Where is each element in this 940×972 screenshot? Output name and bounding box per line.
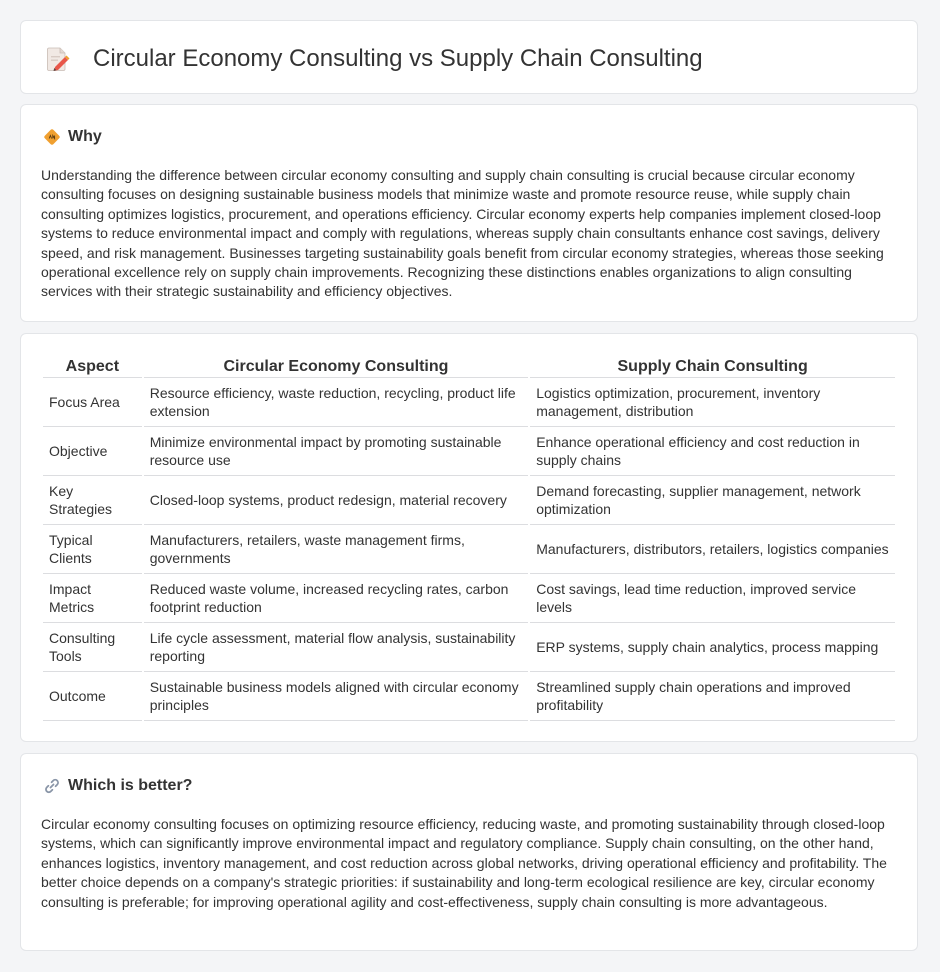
row-circular-economy: Reduced waste volume, increased recycling rates, carbon footprint reduction	[144, 574, 529, 623]
page-title: Circular Economy Consulting vs Supply Chain Consulting	[93, 45, 703, 72]
table-row	[43, 378, 895, 427]
row-circular-economy: Resource efficiency, waste reduction, recycling, product life extension	[144, 378, 529, 427]
why-heading: Why	[68, 128, 102, 145]
why-heading-row	[43, 127, 102, 147]
document-pencil-icon	[45, 45, 71, 73]
table-row	[43, 574, 895, 623]
row-aspect: Impact Metrics	[43, 574, 142, 623]
row-circular-economy: Life cycle assessment, material flow analysis, sustainability reporting	[144, 623, 529, 672]
header-circular-economy: Circular Economy Consulting	[144, 356, 529, 378]
comparison-table	[41, 356, 897, 721]
row-supply-chain: Cost savings, lead time reduction, improved service levels	[530, 574, 895, 623]
table-row	[43, 623, 895, 672]
row-aspect: Focus Area	[43, 378, 142, 427]
row-supply-chain: Manufacturers, distributors, retailers, logistics companies	[530, 525, 895, 574]
table-header-row	[43, 356, 895, 378]
row-circular-economy: Closed-loop systems, product redesign, material recovery	[144, 476, 529, 525]
row-supply-chain: Enhance operational efficiency and cost reduction in supply chains	[530, 427, 895, 476]
row-circular-economy: Manufacturers, retailers, waste management firms, governments	[144, 525, 529, 574]
link-icon	[43, 777, 61, 795]
diamond-sign-icon	[43, 128, 61, 146]
header-card	[20, 20, 918, 94]
better-heading-row	[43, 776, 192, 796]
table-row	[43, 525, 895, 574]
header-supply-chain: Supply Chain Consulting	[530, 356, 895, 378]
row-supply-chain: Streamlined supply chain operations and improved profitability	[530, 672, 895, 721]
title-row	[45, 43, 703, 75]
why-section	[20, 104, 918, 322]
better-heading: Which is better?	[68, 777, 193, 794]
table-row	[43, 476, 895, 525]
which-is-better-section	[20, 753, 918, 951]
table-row	[43, 427, 895, 476]
row-supply-chain: Demand forecasting, supplier management, network optimization	[530, 476, 895, 525]
row-aspect: Outcome	[43, 672, 142, 721]
row-supply-chain: Logistics optimization, procurement, inventory management, distribution	[530, 378, 895, 427]
row-aspect: Consulting Tools	[43, 623, 142, 672]
row-aspect: Objective	[43, 427, 142, 476]
row-aspect: Typical Clients	[43, 525, 142, 574]
row-aspect: Key Strategies	[43, 476, 142, 525]
comparison-section	[20, 333, 918, 742]
why-paragraph: Understanding the difference between circular economy consulting and supply chain consulting is crucial because circular economy consulting focuses on designing sustainable business models that minimize waste and promote resource reuse, while supply chain consulting optimizes logistics, procurement, and operations efficiency. Circular economy experts help companies implement closed-loop systems to reduce environmental impact and comply with regulations, whereas supply chain consultants enhance cost savings, delivery speed, and risk management. Businesses targeting sustainability goals benefit from circular economy strategies, whereas those seeking operational excellence rely on supply chain improvements. Recognizing these distinctions enables organizations to align consulting services with their strategic sustainability and efficiency objectives.	[41, 167, 884, 300]
row-circular-economy: Sustainable business models aligned with circular economy principles	[144, 672, 529, 721]
header-aspect: Aspect	[43, 356, 142, 378]
row-circular-economy: Minimize environmental impact by promoting sustainable resource use	[144, 427, 529, 476]
better-paragraph: Circular economy consulting focuses on optimizing resource efficiency, reducing waste, and promoting sustainability through closed-loop systems, which can significantly improve environmental impact and regulatory compliance. Supply chain consulting, on the other hand, enhances logistics, inventory management, and cost reduction across global networks, driving operational efficiency and profitability. The better choice depends on a company's strategic priorities: if sustainability and long-term ecological resilience are key, circular economy consulting is preferable; for improving operational agility and cost-effectiveness, supply chain consulting is more advantageous.	[41, 816, 887, 910]
row-supply-chain: ERP systems, supply chain analytics, process mapping	[530, 623, 895, 672]
table-row	[43, 672, 895, 721]
